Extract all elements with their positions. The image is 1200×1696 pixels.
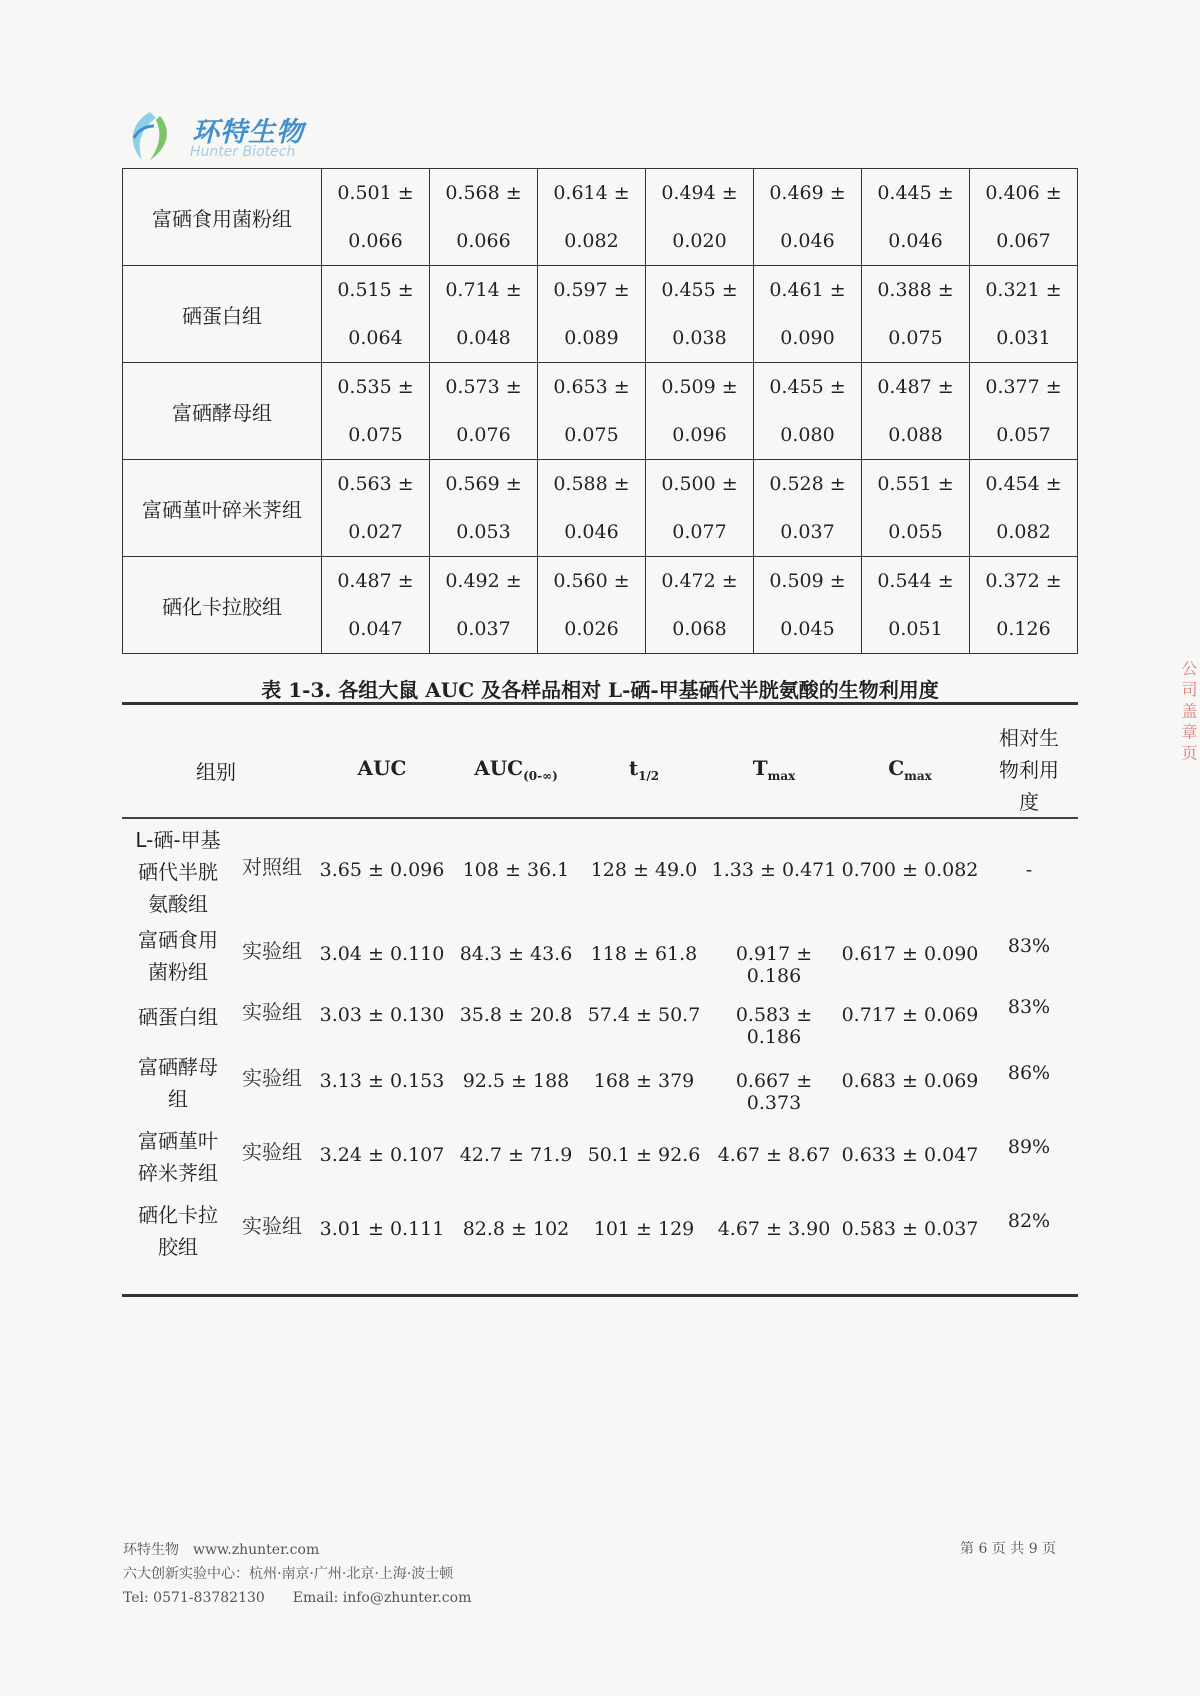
mean-value: 0.528 ± [769, 473, 846, 495]
group-type: 实验组 [242, 1214, 302, 1238]
table-row [123, 460, 1078, 557]
rel-value: - [1025, 859, 1033, 881]
auc_inf-value: 92.5 ± 188 [462, 1070, 570, 1092]
value-cell [754, 266, 862, 363]
cmax-value: 0.583 ± 0.037 [841, 1218, 979, 1240]
value-cell [970, 460, 1078, 557]
absorption-table-continued [122, 168, 1078, 654]
header-rule [122, 817, 1078, 819]
mean-value: 0.500 ± [661, 473, 738, 495]
bottom-rule [122, 1294, 1078, 1297]
group-type: 实验组 [242, 1066, 302, 1090]
auc-value: 3.13 ± 0.153 [319, 1070, 445, 1092]
footer-website: 环特生物 www.zhunter.com [123, 1542, 320, 1558]
thalf-value: 101 ± 129 [593, 1218, 695, 1240]
value-cell [322, 363, 430, 460]
sd-value: 0.020 [672, 230, 727, 252]
value-cell [862, 266, 970, 363]
mean-value: 0.568 ± [445, 182, 522, 204]
group-type: 实验组 [242, 939, 302, 963]
value-cell [646, 363, 754, 460]
group-name-line: 组 [168, 1087, 188, 1111]
rel-value: 86% [1007, 1062, 1051, 1084]
group-type: 实验组 [242, 1140, 302, 1164]
thalf-value: 50.1 ± 92.6 [587, 1144, 701, 1166]
group-name-cell: 硒化卡拉胶组 [123, 557, 322, 654]
value-cell [862, 557, 970, 654]
group-name-line: 胶组 [158, 1235, 198, 1259]
group-type: 实验组 [242, 1000, 302, 1024]
mean-value: 0.492 ± [445, 570, 522, 592]
auc-value: 3.01 ± 0.111 [319, 1218, 445, 1240]
sd-value: 0.048 [456, 327, 511, 349]
mean-value: 0.563 ± [337, 473, 414, 495]
mean-value: 0.388 ± [877, 279, 954, 301]
sd-value: 0.067 [996, 230, 1051, 252]
rel-value: 83% [1007, 996, 1051, 1018]
footer-centers: 六大创新实验中心：杭州·南京·广州·北京·上海·波士顿 [123, 1566, 454, 1582]
mean-value: 0.469 ± [769, 182, 846, 204]
tmax-value: 0.917 ± 0.186 [735, 943, 813, 987]
group-name [122, 1001, 234, 1033]
value-cell [538, 363, 646, 460]
table-row [122, 1120, 1078, 1194]
footer [123, 1538, 471, 1610]
value-cell [862, 169, 970, 266]
table-row [122, 822, 1078, 922]
table-caption: 表 1-3. 各组大鼠 AUC 及各样品相对 L-硒-甲基硒代半胱氨酸的生物利用度 [261, 678, 939, 702]
table-row [123, 363, 1078, 460]
mean-value: 0.321 ± [985, 279, 1062, 301]
sd-value: 0.031 [996, 327, 1051, 349]
auc-value: 3.04 ± 0.110 [319, 943, 445, 965]
mean-value: 0.455 ± [769, 376, 846, 398]
thalf-value: 118 ± 61.8 [590, 943, 698, 965]
mean-value: 0.487 ± [877, 376, 954, 398]
mean-value: 0.597 ± [553, 279, 630, 301]
sd-value: 0.046 [780, 230, 835, 252]
value-cell [754, 557, 862, 654]
header-tmax: $T_{max}$ [752, 756, 796, 783]
value-cell [538, 169, 646, 266]
group-name-line: 富硒食用 [138, 928, 218, 952]
auc_inf-value: 35.8 ± 20.8 [459, 1004, 573, 1026]
value-cell [430, 460, 538, 557]
cmax-value: 0.700 ± 0.082 [841, 859, 979, 881]
sd-value: 0.026 [564, 618, 619, 640]
sd-value: 0.088 [888, 424, 943, 446]
sd-value: 0.066 [348, 230, 403, 252]
top-rule [122, 702, 1078, 705]
thalf-value: 168 ± 379 [593, 1070, 695, 1092]
table-row [122, 924, 1078, 988]
sd-value: 0.090 [780, 327, 835, 349]
sd-value: 0.082 [996, 521, 1051, 543]
auc_inf-value: 108 ± 36.1 [462, 859, 570, 881]
tmax-value: 0.667 ± 0.373 [735, 1070, 813, 1114]
value-cell [862, 363, 970, 460]
mean-value: 0.509 ± [661, 376, 738, 398]
mean-value: 0.461 ± [769, 279, 846, 301]
value-cell [754, 363, 862, 460]
group-name [122, 1051, 234, 1115]
tmax-value: 4.67 ± 3.90 [717, 1218, 831, 1240]
page-number: 第 6 页 共 9 页 [960, 1541, 1057, 1557]
group-name-line: 碎米荠组 [138, 1161, 218, 1185]
group-name-line: 富硒堇叶 [138, 1129, 218, 1153]
group-name-line: 硒代半胱 [138, 860, 218, 884]
value-cell [646, 460, 754, 557]
mean-value: 0.560 ± [553, 570, 630, 592]
header-thalf: $t_{1/2}$ [628, 756, 660, 783]
header-auc-inf: $AUC_{(0-\infty)}$ [474, 756, 558, 783]
rel-value: 83% [1007, 935, 1051, 957]
company-logo [120, 104, 320, 166]
auc-value: 3.65 ± 0.096 [319, 859, 445, 881]
group-name [122, 1125, 234, 1189]
sd-value: 0.075 [564, 424, 619, 446]
table-row [123, 266, 1078, 363]
sd-value: 0.089 [564, 327, 619, 349]
group-name-line: L-硒-甲基 [135, 828, 221, 852]
mean-value: 0.501 ± [337, 182, 414, 204]
sd-value: 0.064 [348, 327, 403, 349]
sd-value: 0.068 [672, 618, 727, 640]
mean-value: 0.472 ± [661, 570, 738, 592]
value-cell [322, 557, 430, 654]
side-stamp: 公 司 盖 章 页 [1179, 660, 1198, 761]
value-cell [646, 557, 754, 654]
mean-value: 0.454 ± [985, 473, 1062, 495]
sd-value: 0.126 [996, 618, 1051, 640]
mean-value: 0.406 ± [985, 182, 1062, 204]
mean-value: 0.573 ± [445, 376, 522, 398]
sd-value: 0.046 [564, 521, 619, 543]
cmax-value: 0.617 ± 0.090 [841, 943, 979, 965]
sd-value: 0.047 [348, 618, 403, 640]
logo-title: 环特生物 [192, 117, 304, 148]
header-auc: AUC [357, 756, 407, 780]
sd-value: 0.075 [888, 327, 943, 349]
mean-value: 0.551 ± [877, 473, 954, 495]
mean-value: 0.614 ± [553, 182, 630, 204]
sd-value: 0.080 [780, 424, 835, 446]
header-relative-bioavailability: 相对生 物利用 度 [999, 726, 1059, 814]
header-group: 组别 [196, 760, 236, 784]
sd-value: 0.045 [780, 618, 835, 640]
group-name-line: 富硒酵母 [138, 1055, 218, 1079]
value-cell [970, 266, 1078, 363]
mean-value: 0.588 ± [553, 473, 630, 495]
group-name-line: 硒化卡拉 [138, 1203, 218, 1227]
group-name [122, 824, 234, 920]
value-cell [430, 266, 538, 363]
value-cell [754, 169, 862, 266]
mean-value: 0.377 ± [985, 376, 1062, 398]
footer-contact: Tel: 0571-83782130 Email: info@zhunter.com [123, 1590, 472, 1606]
sd-value: 0.027 [348, 521, 403, 543]
group-name-cell: 富硒堇叶碎米荠组 [123, 460, 322, 557]
auc_inf-value: 82.8 ± 102 [462, 1218, 570, 1240]
value-cell [970, 363, 1078, 460]
value-cell [970, 557, 1078, 654]
auc_inf-value: 84.3 ± 43.6 [459, 943, 573, 965]
value-cell [646, 169, 754, 266]
table-row [122, 1194, 1078, 1268]
mean-value: 0.445 ± [877, 182, 954, 204]
sd-value: 0.057 [996, 424, 1051, 446]
logo-subtitle: Hunter Biotech [190, 144, 296, 160]
sd-value: 0.075 [348, 424, 403, 446]
sd-value: 0.038 [672, 327, 727, 349]
mean-value: 0.714 ± [445, 279, 522, 301]
value-cell [322, 460, 430, 557]
value-cell [754, 460, 862, 557]
value-cell [322, 266, 430, 363]
group-name-cell: 富硒酵母组 [123, 363, 322, 460]
auc_inf-value: 42.7 ± 71.9 [459, 1144, 573, 1166]
sd-value: 0.077 [672, 521, 727, 543]
table-row [122, 1046, 1078, 1120]
sd-value: 0.051 [888, 618, 943, 640]
sd-value: 0.037 [456, 618, 511, 640]
mean-value: 0.509 ± [769, 570, 846, 592]
value-cell [430, 557, 538, 654]
sd-value: 0.066 [456, 230, 511, 252]
cmax-value: 0.717 ± 0.069 [841, 1004, 979, 1026]
value-cell [430, 363, 538, 460]
tmax-value: 4.67 ± 8.67 [717, 1144, 831, 1166]
value-cell [538, 557, 646, 654]
mean-value: 0.494 ± [661, 182, 738, 204]
group-name-cell: 富硒食用菌粉组 [123, 169, 322, 266]
sd-value: 0.037 [780, 521, 835, 543]
rel-value: 82% [1007, 1210, 1051, 1232]
mean-value: 0.544 ± [877, 570, 954, 592]
value-cell [430, 169, 538, 266]
leaf-logo-icon [120, 108, 180, 164]
mean-value: 0.515 ± [337, 279, 414, 301]
auc-value: 3.24 ± 0.107 [319, 1144, 445, 1166]
group-name-line: 硒蛋白组 [138, 1005, 218, 1029]
group-type: 对照组 [242, 855, 302, 879]
group-name-line: 氨酸组 [148, 892, 208, 916]
group-name [122, 924, 234, 988]
sd-value: 0.096 [672, 424, 727, 446]
sd-value: 0.076 [456, 424, 511, 446]
mean-value: 0.569 ± [445, 473, 522, 495]
group-name-line: 菌粉组 [148, 960, 208, 984]
thalf-value: 57.4 ± 50.7 [587, 1004, 701, 1026]
auc-value: 3.03 ± 0.130 [319, 1004, 445, 1026]
table-row [123, 169, 1078, 266]
value-cell [538, 460, 646, 557]
mean-value: 0.653 ± [553, 376, 630, 398]
value-cell [862, 460, 970, 557]
sd-value: 0.055 [888, 521, 943, 543]
tmax-value: 0.583 ± 0.186 [735, 1004, 813, 1048]
value-cell [970, 169, 1078, 266]
mean-value: 0.455 ± [661, 279, 738, 301]
value-cell [322, 169, 430, 266]
thalf-value: 128 ± 49.0 [590, 859, 698, 881]
sd-value: 0.053 [456, 521, 511, 543]
value-cell [646, 266, 754, 363]
rel-value: 89% [1007, 1136, 1051, 1158]
tmax-value: 1.33 ± 0.471 [711, 859, 837, 881]
sd-value: 0.082 [564, 230, 619, 252]
mean-value: 0.535 ± [337, 376, 414, 398]
table-row [122, 988, 1078, 1046]
value-cell [538, 266, 646, 363]
group-name-cell: 硒蛋白组 [123, 266, 322, 363]
sd-value: 0.046 [888, 230, 943, 252]
cmax-value: 0.683 ± 0.069 [841, 1070, 979, 1092]
table-row [123, 557, 1078, 654]
cmax-value: 0.633 ± 0.047 [841, 1144, 979, 1166]
mean-value: 0.372 ± [985, 570, 1062, 592]
mean-value: 0.487 ± [337, 570, 414, 592]
group-name [122, 1199, 234, 1263]
header-cmax: $C_{max}$ [888, 756, 932, 783]
